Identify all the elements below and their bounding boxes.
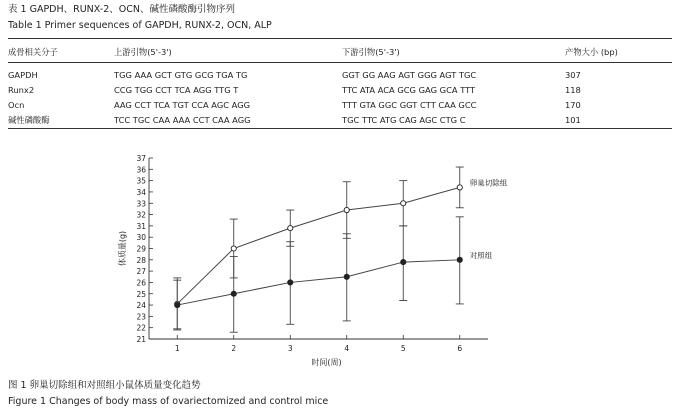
data-point xyxy=(457,185,462,190)
cell-molecule: Ocn xyxy=(8,100,25,110)
series-line xyxy=(177,260,460,305)
header-forward-primer: 上游引物(5'-3') xyxy=(114,47,172,57)
x-tick-label: 1 xyxy=(174,344,180,353)
cell-size: 101 xyxy=(565,115,581,125)
cell-forward: TGG AAA GCT GTG GCG TGA TG xyxy=(114,70,248,80)
cell-size: 118 xyxy=(565,85,581,95)
y-tick-label: 27 xyxy=(136,267,146,277)
y-tick-label: 37 xyxy=(136,154,146,163)
table-caption-cn: 表 1 GAPDH、RUNX-2、OCN、碱性磷酸酶引物序列 xyxy=(8,4,236,15)
cell-forward: AAG CCT TCA TGT CCA AGC AGG xyxy=(114,100,251,110)
data-point xyxy=(288,226,293,231)
x-tick-label: 4 xyxy=(344,344,350,353)
cell-reverse: TTC ATA ACA GCG GAG GCA TTT xyxy=(342,85,476,95)
x-tick-label: 3 xyxy=(287,344,293,353)
y-tick-label: 21 xyxy=(136,335,146,344)
figure-caption-cn: 图 1 卵巢切除组和对照组小鼠体质量变化趋势 xyxy=(8,380,201,391)
series-control xyxy=(173,217,492,332)
y-tick-label: 24 xyxy=(136,301,146,311)
y-tick-label: 29 xyxy=(136,244,146,254)
x-tick-label: 5 xyxy=(400,344,406,353)
x-tick-label: 2 xyxy=(231,344,237,353)
figure-caption-en: Figure 1 Changes of body mass of ovariectomized and control mice xyxy=(8,396,329,407)
y-axis-title: 体质量(g) xyxy=(118,230,127,267)
data-point xyxy=(344,207,349,212)
header-molecule: 成骨相关分子 xyxy=(8,47,58,57)
header-product-size: 产物大小 (bp) xyxy=(565,47,618,57)
data-point xyxy=(401,259,406,264)
cell-forward: TCC TGC CAA AAA CCT CAA AGG xyxy=(114,115,251,125)
data-point xyxy=(344,274,349,279)
series-ovariectomized xyxy=(173,167,507,330)
cell-size: 170 xyxy=(565,100,581,110)
cell-molecule: Runx2 xyxy=(8,85,35,95)
y-tick-label: 32 xyxy=(136,210,146,220)
data-point xyxy=(231,246,236,251)
y-tick-label: 34 xyxy=(136,187,146,197)
series-line xyxy=(177,187,460,304)
y-tick-label: 31 xyxy=(136,221,146,231)
y-tick-label: 35 xyxy=(136,176,146,186)
y-tick-label: 36 xyxy=(136,165,146,175)
cell-molecule: GAPDH xyxy=(8,70,38,80)
series-label: 对照组 xyxy=(469,250,493,260)
table-caption-en: Table 1 Primer sequences of GAPDH, RUNX-2, OCN, ALP xyxy=(8,20,272,31)
cell-molecule: 碱性磷酸酶 xyxy=(8,115,50,125)
data-point xyxy=(175,302,180,307)
x-tick-label: 6 xyxy=(457,344,463,353)
data-point xyxy=(231,291,236,296)
cell-forward: CCG TGG CCT TCA AGG TTG T xyxy=(114,85,239,95)
y-tick-label: 23 xyxy=(136,312,146,322)
cell-reverse: TGC TTC ATG CAG AGC CTG C xyxy=(342,115,466,125)
data-point xyxy=(401,201,406,206)
y-tick-label: 26 xyxy=(136,278,146,288)
header-reverse-primer: 下游引物(5'-3') xyxy=(342,47,400,57)
y-tick-label: 28 xyxy=(136,255,146,265)
x-axis-title: 时间(周) xyxy=(311,358,342,367)
series-label: 卵巢切除组 xyxy=(469,178,508,188)
y-tick-label: 25 xyxy=(136,289,146,299)
y-tick-label: 22 xyxy=(136,323,146,333)
y-tick-label: 30 xyxy=(136,233,146,243)
y-tick-label: 33 xyxy=(136,199,146,209)
cell-reverse: GGT GG AAG AGT GGG AGT TGC xyxy=(342,70,477,80)
cell-reverse: TTT GTA GGC GGT CTT CAA GCC xyxy=(342,100,477,110)
cell-size: 307 xyxy=(565,70,581,80)
data-point xyxy=(457,257,462,262)
data-point xyxy=(288,280,293,285)
